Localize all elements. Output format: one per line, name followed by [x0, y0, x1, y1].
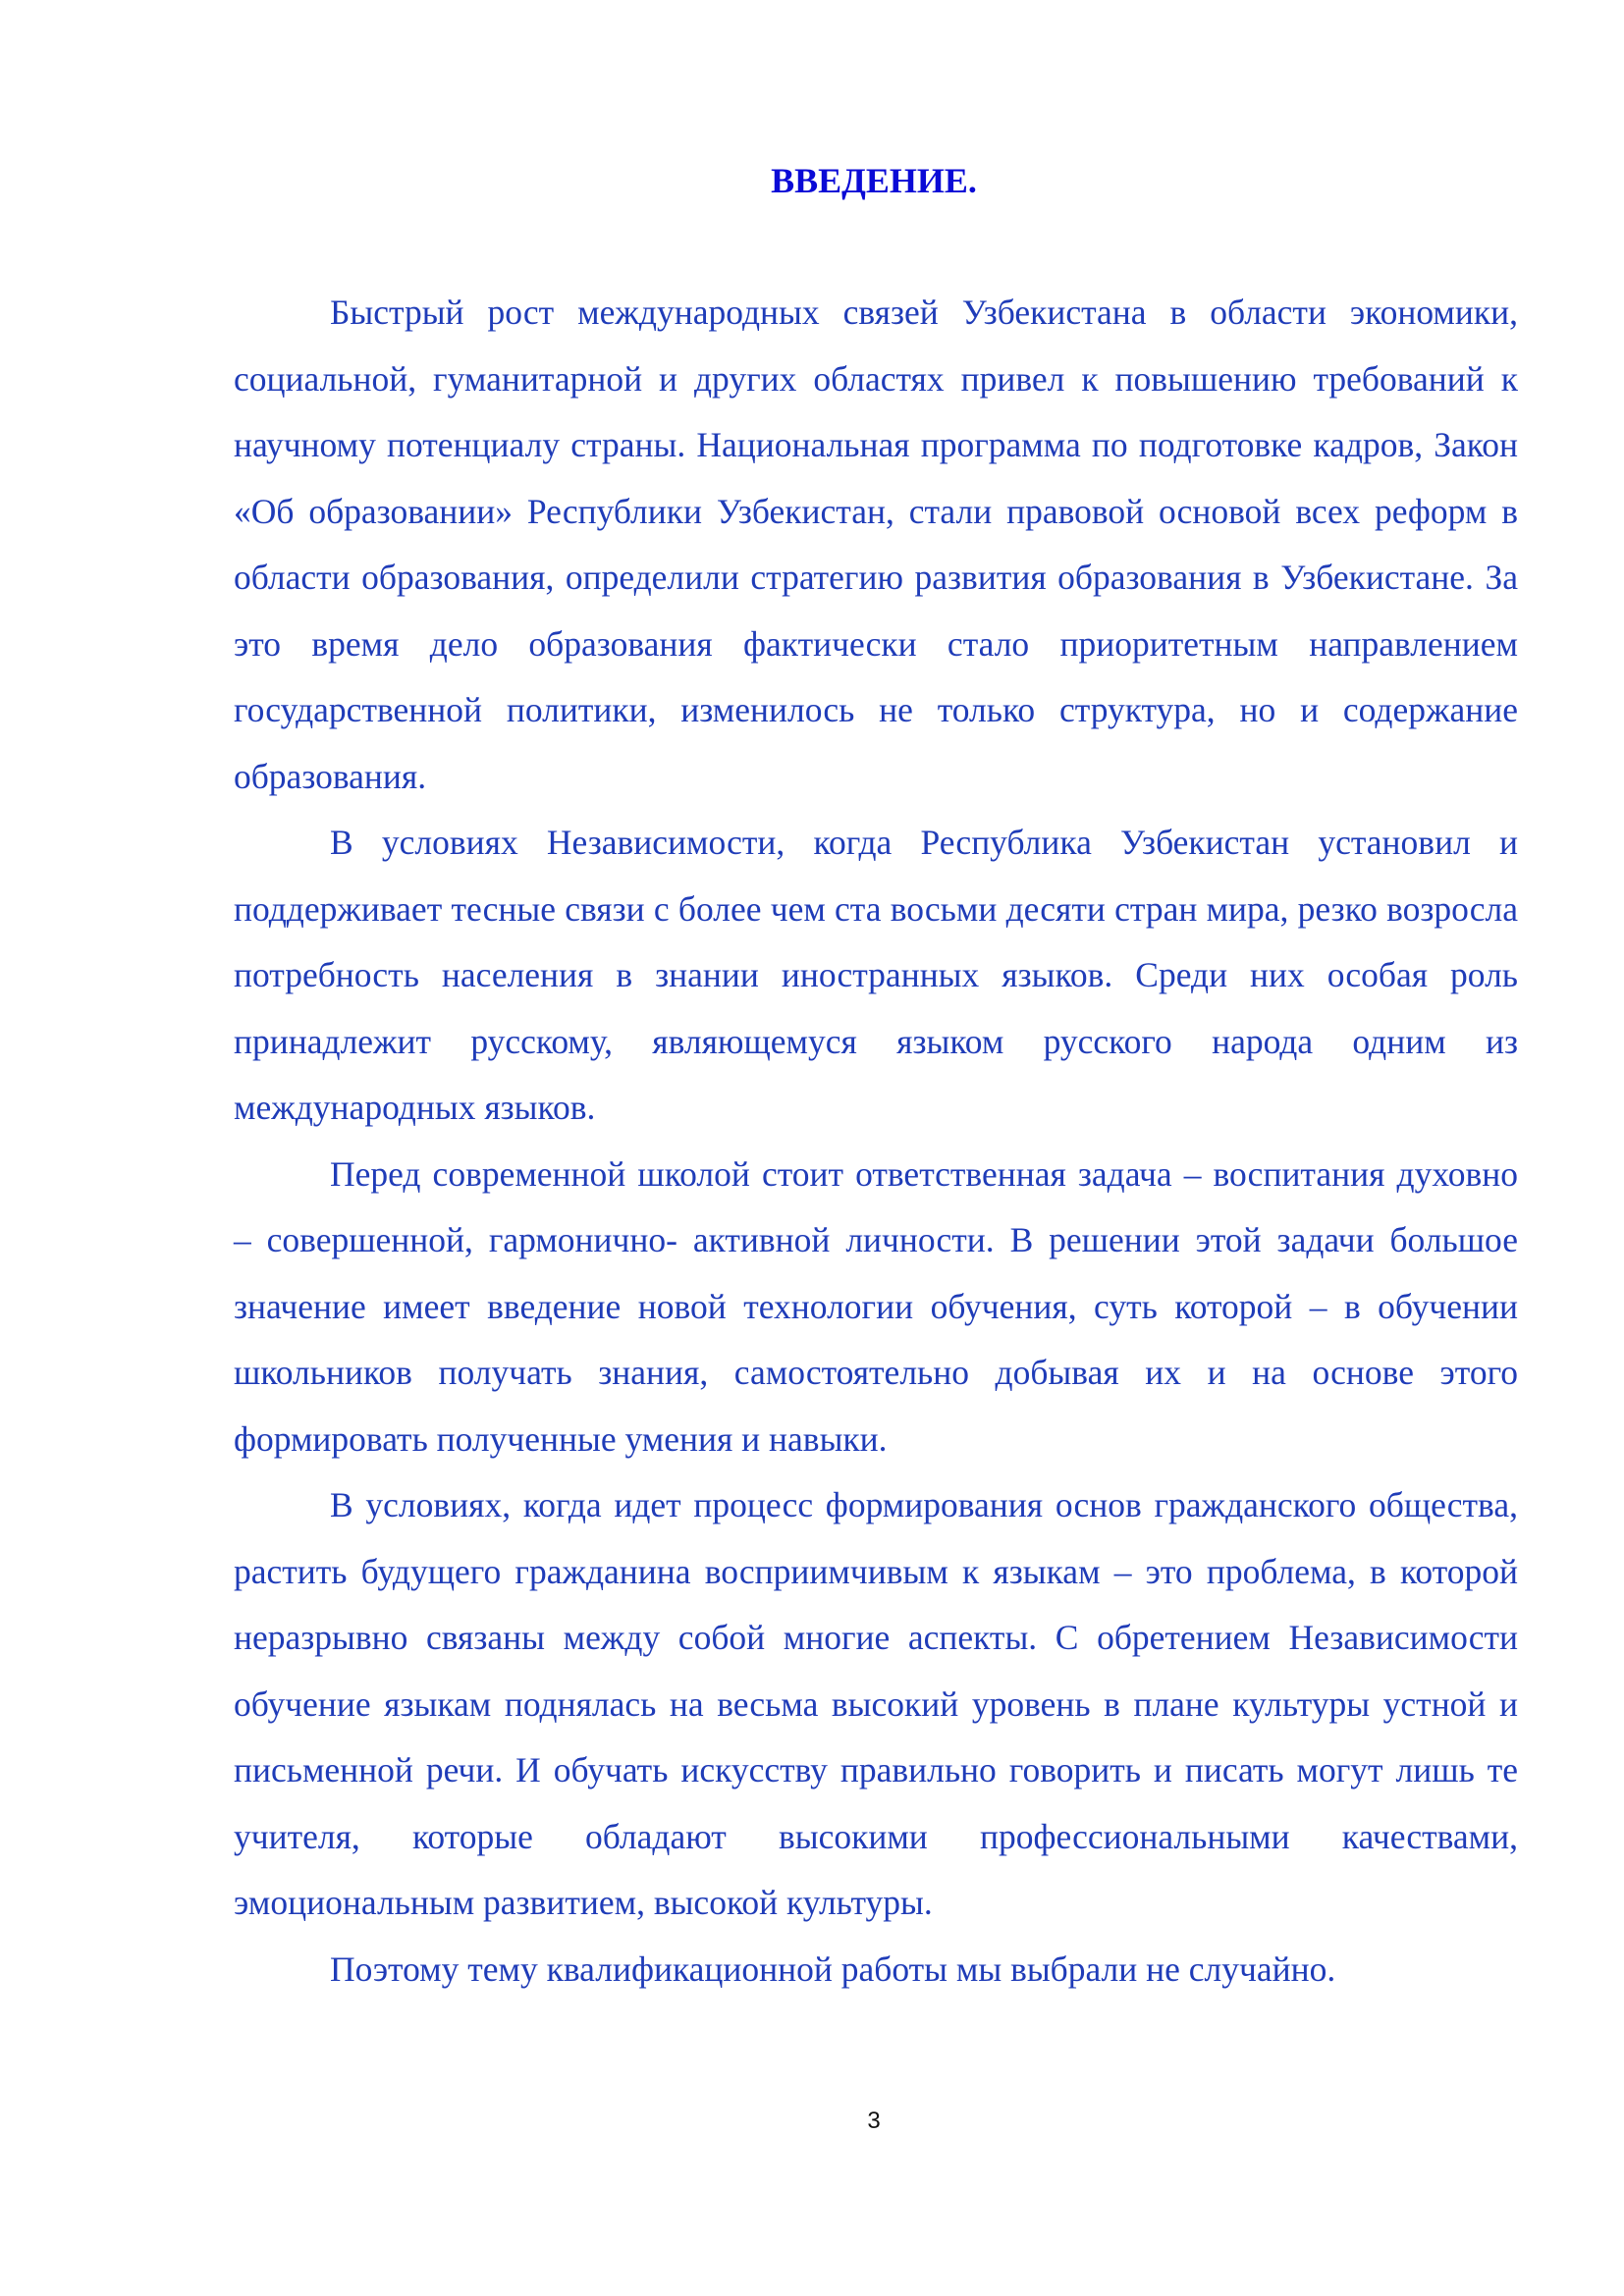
- body-text: [234, 280, 1518, 2002]
- paragraph-4: В условиях, когда идет процесс формирования основ гражданского общества, растить будущего гражданина восприимчивым к языкам – это проблема, в которой неразрывно связаны между собой многие аспекты. С обретением Независимости обучение языкам поднялась на весьма высокий уровень в плане культуры устной и письменной речи. И обучать искусству правильно говорить и писать могут лишь те учителя, которые обладают высокими профессиональными качествами, эмоциональным развитием, высокой культуры.: [234, 1485, 1518, 1922]
- paragraph-2: В условиях Независимости, когда Республика Узбекистан установил и поддерживает тесные связи с более чем ста восьми десяти стран мира, резко возросла потребность населения в знании иностранных языков. Среди них особая роль принадлежит русскому, являющемуся языком русского народа одним из международных языков.: [234, 823, 1518, 1127]
- section-title: ВВЕДЕНИЕ.: [771, 161, 977, 200]
- paragraph-3: Перед современной школой стоит ответственная задача – воспитания духовно – совершенной, гармонично- активной личности. В решении этой задачи большое значение имеет введение новой технологии обучения, суть которой – в обучении школьников получать знания, самостоятельно добывая их и на основе этого формировать полученные умения и навыки.: [234, 1153, 1518, 1459]
- page-number: 3: [867, 2108, 881, 2134]
- paragraph-5: Поэтому тему квалификационной работы мы выбрали не случайно.: [330, 1949, 1336, 1989]
- paragraph-1: Быстрый рост международных связей Узбекистана в области экономики, социальной, гуманитарной и других областях привел к повышению требований к научному потенциалу страны. Национальная программа по подготовке кадров, Закон «Об образовании» Республики Узбекистан, стали правовой основой всех реформ в области образования, определили стратегию развития образования в Узбекистане. За это время дело образования фактически стало приоритетным направлением государственной политики, изменилось не только структура, но и содержание образования.: [234, 293, 1518, 796]
